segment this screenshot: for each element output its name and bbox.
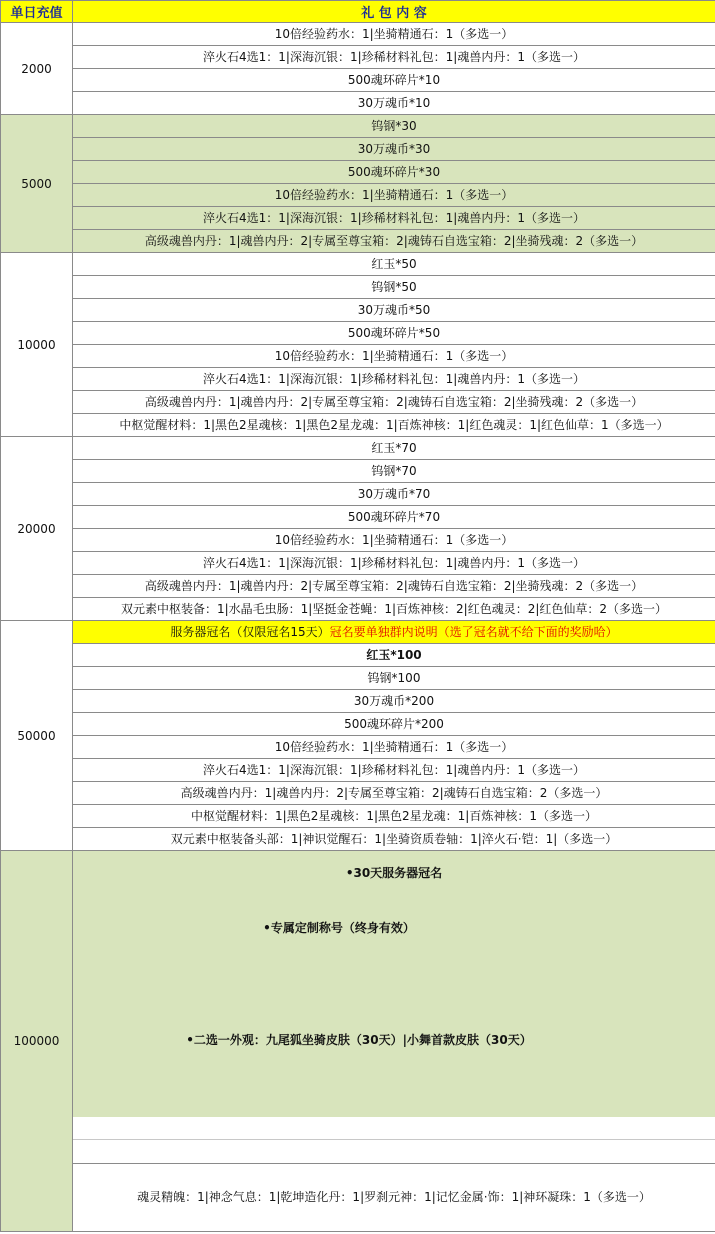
reward-item: 双元素中枢装备头部：1|神识觉醒石：1|坐骑资质卷轴：1|淬火石·铠：1|（多选一） [73,828,715,851]
tier-amount-2000: 2000 [1,23,73,115]
tier-amount-20000: 20000 [1,437,73,621]
reward-item: 淬火石4选1：1|深海沉银：1|珍稀材料礼包：1|魂兽内丹：1（多选一） [73,46,715,69]
divider [73,1139,715,1140]
divider [73,1163,715,1164]
reward-item: 10倍经验药水：1|坐骑精通石：1（多选一） [73,184,715,207]
reward-item: 30万魂币*200 [73,690,715,713]
reward-item: 500魂环碎片*10 [73,69,715,92]
reward-item: 钨钢*30 [73,115,715,138]
reward-item: 高级魂兽内丹：1|魂兽内丹：2|专属至尊宝箱：2|魂铸石自选宝箱：2|坐骑残魂：2（多选一） [73,575,715,598]
reward-item: 中枢觉醒材料：1|黑色2星魂核：1|黑色2星龙魂：1|百炼神核：1|红色魂灵：1|红色仙草：1（多选一） [73,414,715,437]
reward-item: 30万魂币*50 [73,299,715,322]
reward-item: 10倍经验药水：1|坐骑精通石：1（多选一） [73,345,715,368]
reward-item: 红玉*100 [73,644,715,667]
reward-item: 30万魂币*30 [73,138,715,161]
perk-custom-title: •专属定制称号（终身有效） [263,921,415,935]
reward-item: 500魂环碎片*70 [73,506,715,529]
reward-item: 10倍经验药水：1|坐骑精通石：1（多选一） [73,23,715,46]
reward-item: 高级魂兽内丹：1|魂兽内丹：2|专属至尊宝箱：2|魂铸石自选宝箱：2（多选一） [73,782,715,805]
perk-server-crown: •30天服务器冠名 [345,866,443,880]
tier-amount-5000: 5000 [1,115,73,253]
reward-item: 淬火石4选1：1|深海沉银：1|珍稀材料礼包：1|魂兽内丹：1（多选一） [73,368,715,391]
reward-item: 高级魂兽内丹：1|魂兽内丹：2|专属至尊宝箱：2|魂铸石自选宝箱：2|坐骑残魂：2（多选一） [73,391,715,414]
reward-item: 500魂环碎片*30 [73,161,715,184]
reward-item: 淬火石4选1：1|深海沉银：1|珍稀材料礼包：1|魂兽内丹：1（多选一） [73,759,715,782]
tier-amount-10000: 10000 [1,253,73,437]
reward-item: 淬火石4选1：1|深海沉银：1|珍稀材料礼包：1|魂兽内丹：1（多选一） [73,552,715,575]
reward-item: 30万魂币*10 [73,92,715,115]
tier-amount-50000: 50000 [1,621,73,851]
vip-perks-panel [73,851,715,1231]
perk-skin-choice: •二选一外观：九尾狐坐骑皮肤（30天）|小舞首款皮肤（30天） [186,1033,532,1047]
tier-amount-100000: 100000 [1,851,73,1232]
vip-perks-highlight [73,851,715,1117]
reward-item: 30万魂币*70 [73,483,715,506]
reward-item: 10倍经验药水：1|坐骑精通石：1（多选一） [73,529,715,552]
vip-perks-cell [73,851,715,1232]
reward-item: 钨钢*70 [73,460,715,483]
header-gift-contents: 礼 包 内 容 [73,1,715,23]
reward-item: 淬火石4选1：1|深海沉银：1|珍稀材料礼包：1|魂兽内丹：1（多选一） [73,207,715,230]
reward-item: 红玉*70 [73,437,715,460]
reward-item: 中枢觉醒材料：1|黑色2星魂核：1|黑色2星龙魂：1|百炼神核：1（多选一） [73,805,715,828]
reward-item: 高级魂兽内丹：1|魂兽内丹：2|专属至尊宝箱：2|魂铸石自选宝箱：2|坐骑残魂：2（多选一） [73,230,715,253]
crown-warning: 冠名要单独群内说明（选了冠名就不给下面的奖励哈） [329,625,618,639]
reward-item: 钨钢*50 [73,276,715,299]
reward-item: 10倍经验药水：1|坐骑精通石：1（多选一） [73,736,715,759]
reward-item: 红玉*50 [73,253,715,276]
reward-item: 双元素中枢装备：1|水晶毛虫肠：1|坚挺金苍蝇：1|百炼神核：2|红色魂灵：2|红色仙草：2（多选一） [73,598,715,621]
crown-note: 服务器冠名（仅限冠名15天） [170,625,330,639]
crown-note-row [73,621,715,644]
reward-item: 500魂环碎片*200 [73,713,715,736]
reward-item: 500魂环碎片*50 [73,322,715,345]
header-daily-recharge: 单日充值 [1,1,73,23]
reward-item: 魂灵精魄：1|神念气息：1|乾坤造化丹：1|罗刹元神：1|记忆金属·饰：1|神环凝珠：1（多选一） [137,1190,651,1204]
reward-item: 钨钢*100 [73,667,715,690]
